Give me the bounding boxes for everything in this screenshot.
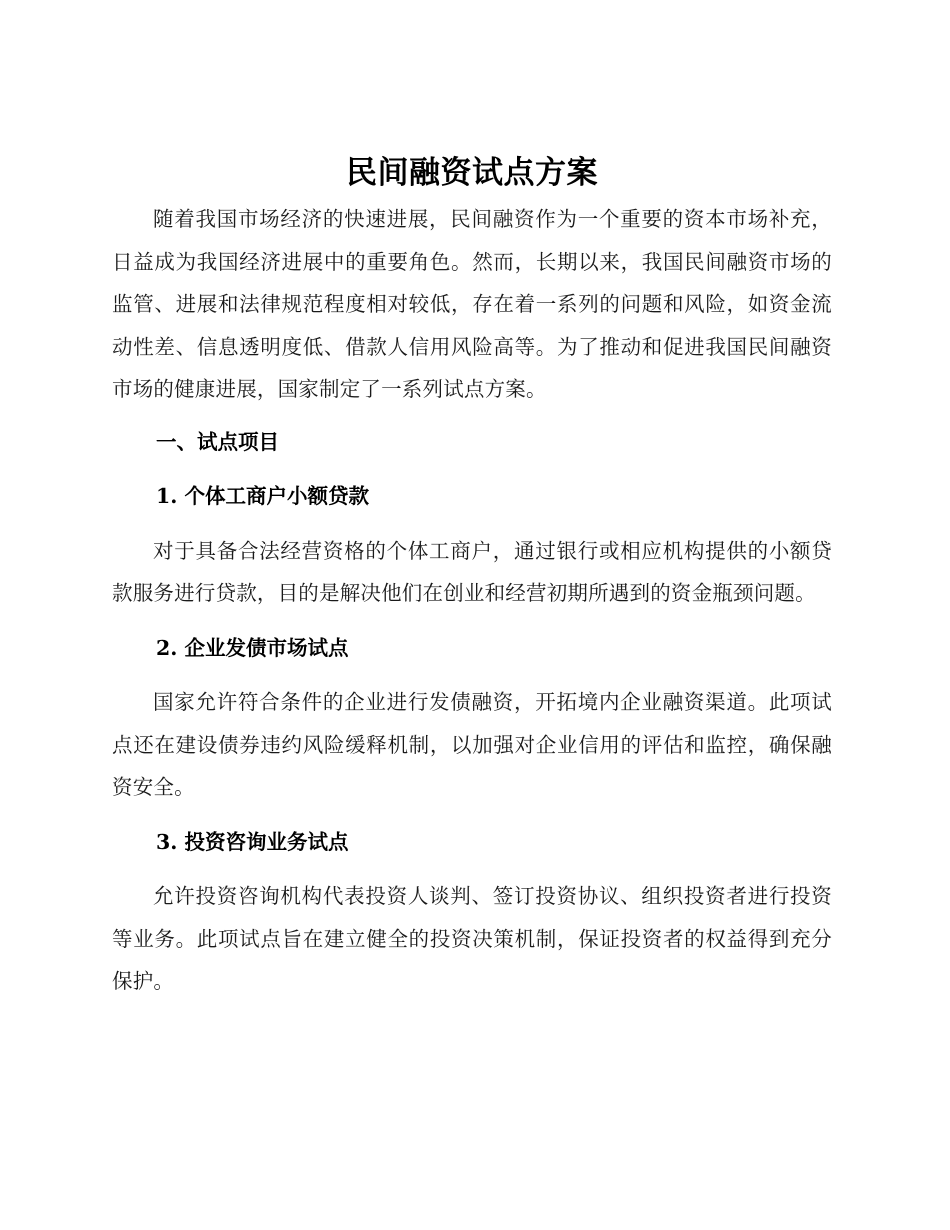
item-heading-1: 1. 个体工商户小额贷款 [156,484,370,508]
item-body-2: 国家允许符合条件的企业进行发债融资，开拓境内企业融资渠道。此项试点还在建设债券违约风险缓释机制，以加强对企业信用的评估和监控，确保融资安全。 [112,690,832,799]
section-heading: 一、试点项目 [156,429,279,454]
intro-paragraph: 随着我国市场经济的快速进展，民间融资作为一个重要的资本市场补充，日益成为我国经济进展中的重要角色。然而，长期以来，我国民间融资市场的监管、进展和法律规范程度相对较低，存在着一系列的问题和风险，如资金流动性差、信息透明度低、借款人信用风险高等。为了推动和促进我国民间融资市场的健康进展，国家制定了一系列试点方案。 [112,207,832,401]
item-heading-2: 2. 企业发债市场试点 [156,635,349,660]
item-body-1: 对于具备合法经营资格的个体工商户，通过银行或相应机构提供的小额贷款服务进行贷款，目的是解决他们在创业和经营初期所遇到的资金瓶颈问题。 [112,538,832,605]
document-title: 民间融资试点方案 [346,155,598,191]
document-body [112,148,832,1003]
item-heading-3: 3. 投资咨询业务试点 [156,829,349,854]
item-body-3: 允许投资咨询机构代表投资人谈判、签订投资协议、组织投资者进行投资等业务。此项试点旨在建立健全的投资决策机制，保证投资者的权益得到充分保护。 [112,884,832,993]
